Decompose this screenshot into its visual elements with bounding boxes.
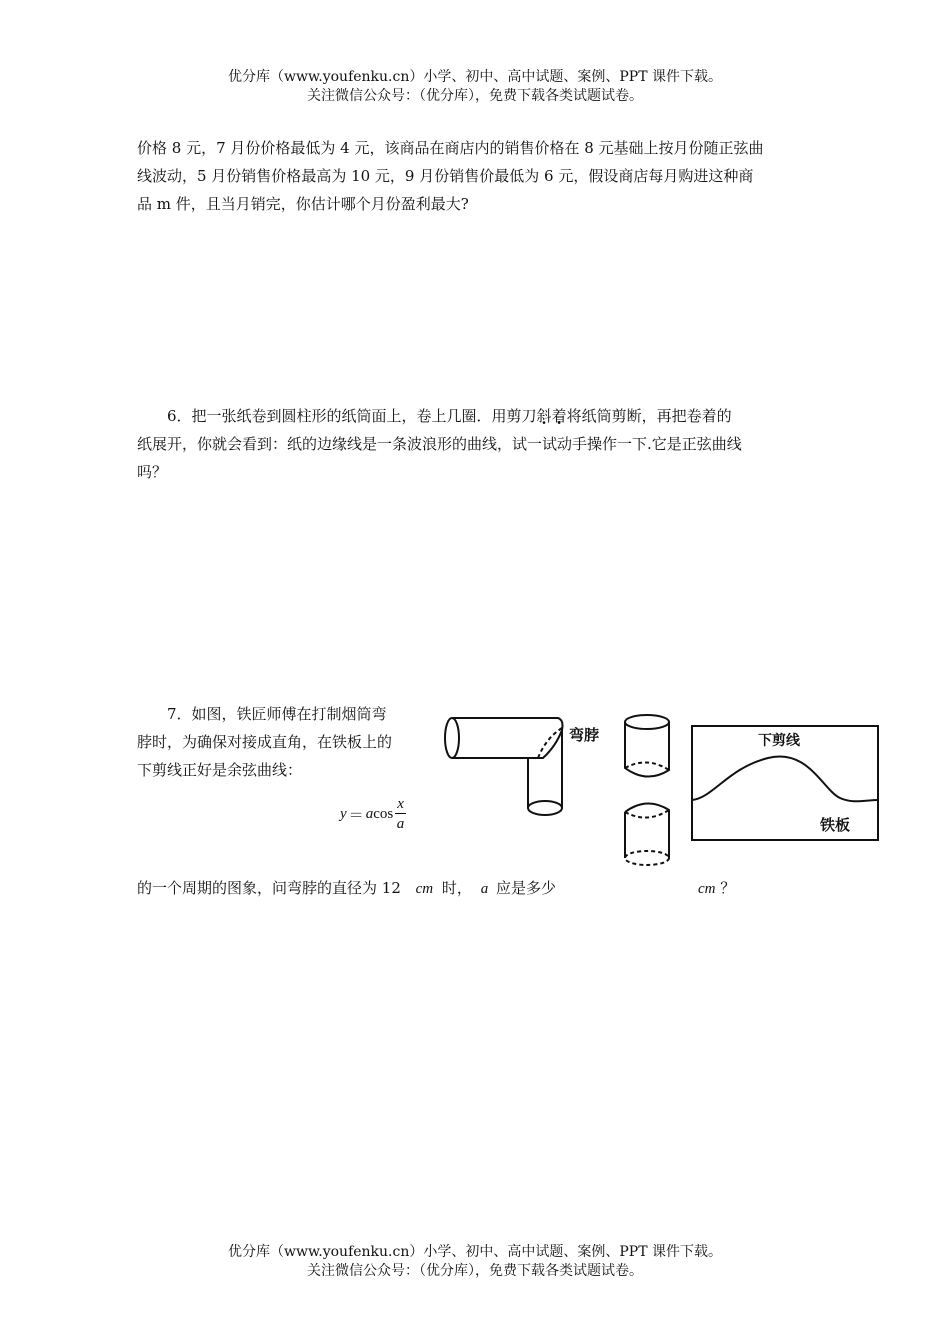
emphasis-char-2: 着 (551, 407, 567, 425)
question-6-text (137, 402, 817, 486)
fraction-numerator: x (397, 796, 404, 812)
elbow-pipe-drawing (445, 718, 563, 815)
q5-line-2: 线波动，5 月份销售价格最高为 10 元，9 月份销售价最低为 6 元，假设商店每月购进这种商 (137, 167, 754, 185)
top-cylinder-cut-dashed (625, 762, 669, 770)
q7-line-1: 7．如图，铁匠师傅在打制烟筒弯 (167, 705, 387, 723)
q7-line-2: 脖时，为确保对接成直角，在铁板上的 (137, 733, 393, 751)
elbow-pipe-figure (438, 708, 888, 880)
q6-line-1 (137, 402, 817, 430)
bottom-cylinder-bottom (625, 851, 669, 865)
footer-line-1: 优分库（www.youfenku.cn）小学、初中、高中试题、案例、PPT 课件下载。 (227, 1244, 722, 1260)
cut-line-curve (692, 756, 878, 801)
page-footer (0, 1243, 950, 1281)
q7-bottom-part-b: 时， (441, 879, 472, 897)
q7-bottom-part-a: 的一个周期的图象，问弯脖的直径为 12 (137, 879, 401, 897)
footer-line-2: 关注微信公众号：（优分库），免费下载各类试题试卷。 (307, 1263, 643, 1279)
label-elbow: 弯脖 (569, 726, 600, 744)
page-header (0, 68, 950, 106)
q6-line-1-part-a: 6．把一张纸卷到圆柱形的纸筒面上，卷上几圈．用剪刀 (167, 407, 537, 425)
q7-question-line (137, 877, 556, 898)
variable-a: a (480, 881, 489, 897)
q6-line-1-part-b: 将纸筒剪断，再把卷着的 (566, 407, 732, 425)
cut-cylinders (625, 715, 669, 865)
label-iron-plate: 铁板 (820, 816, 851, 834)
q7-line-3: 下剪线正好是余弦曲线： (137, 761, 303, 779)
horizontal-tube-body (452, 718, 563, 758)
q5-line-3: 品 m 件，且当月销完，你估计哪个月份盈利最大? (137, 195, 469, 213)
header-line-2: 关注微信公众号：（优分库），免费下载各类试题试卷。 (307, 88, 643, 104)
fraction-denominator: a (396, 816, 405, 832)
formula-y: y (340, 806, 347, 822)
unit-cm-2: cm (698, 881, 716, 897)
q7-bottom-part-c: 应是多少 (496, 879, 557, 897)
bottom-cylinder-cut-dashed (625, 810, 669, 818)
elbow-joint-dashed (538, 728, 562, 758)
q6-line-3: 吗？ (137, 463, 168, 481)
cosine-formula (340, 795, 406, 834)
q7-question-end (698, 877, 735, 898)
unit-cm-1: cm (415, 881, 434, 897)
top-cylinder-top (625, 715, 669, 729)
q5-line-1: 价格 8 元，7 月份价格最低为 4 元，该商品在商店内的销售价格在 8 元基础上按月份随正弦曲 (137, 139, 764, 157)
formula-equals: ＝ (348, 808, 364, 824)
bottom-cylinder-right (625, 803, 669, 858)
q6-line-2: 纸展开，你就会看到：纸的边缘线是一条波浪形的曲线，试一试动手操作一下.它是正弦曲线 (137, 435, 742, 453)
label-cut-line: 下剪线 (758, 733, 800, 749)
horizontal-tube-end (445, 718, 459, 758)
top-cylinder-body (625, 722, 669, 777)
question-5-text (137, 134, 817, 218)
question-mark: ？ (720, 879, 736, 897)
formula-a: a (365, 806, 374, 822)
question-7-text (137, 700, 427, 784)
formula-cos: cos (373, 806, 394, 822)
emphasis-char-1: 斜 (536, 407, 552, 425)
header-line-1: 优分库（www.youfenku.cn）小学、初中、高中试题、案例、PPT 课件下载。 (227, 69, 722, 85)
formula-fraction (395, 795, 406, 834)
vertical-tube-bottom (528, 801, 562, 815)
